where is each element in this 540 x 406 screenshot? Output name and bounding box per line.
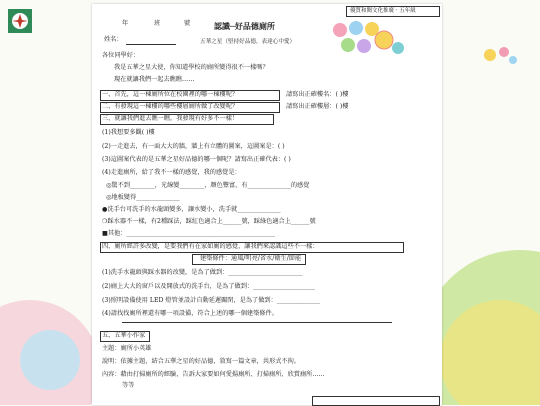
number-label: 號 bbox=[184, 20, 191, 27]
name-label: 姓名： bbox=[104, 36, 123, 43]
q4-item-3: (3)照明設備使用 LED 燈管並設計自動延遲關閉，是為了做到：______________ bbox=[102, 297, 321, 304]
intro-line-2: 現在就讓我們一起去瞧瞧…… bbox=[114, 76, 195, 83]
subtitle: 五華之星（堅持好品德，表達心中愛） bbox=[200, 39, 296, 45]
worksheet-page bbox=[92, 4, 442, 405]
intro-line-1: 我是五華之星大使，你知道學校的廁所變得很不一樣嗎？ bbox=[114, 64, 269, 71]
page-title: 認識─好品德廁所 bbox=[214, 21, 275, 31]
top-right-tag-text: 優質和閱文化推廣 · 五年級 bbox=[350, 8, 416, 14]
q3-item-2: (2)一走進去，有一面大大的牆，牆上有立體的圖案，這圖案是：( ) bbox=[102, 143, 285, 150]
question-4: 四、廁所經許多改變，是要我們有在家如廁的感覺，讓我們來認識這些不一樣： bbox=[102, 243, 319, 250]
top-right-tag bbox=[346, 6, 440, 17]
grade-label: 年 bbox=[122, 20, 129, 27]
q3-item-3: (3)這圖案代表的是五華之星好品德的哪一個呢？請寫出正確代表：( ) bbox=[102, 156, 291, 163]
q4-item-1: (1)洗手水龍頭與踩水器的改變，是為了做到：________________________ bbox=[102, 269, 303, 276]
q3-item-4: (4)走進廁所，給了我不一樣的感覺，我的感覺是： bbox=[102, 169, 241, 176]
name-underline bbox=[126, 44, 176, 45]
q4-item-4: (4)請找找廁所裡還有哪一項設備，符合上述的哪一個建築條件。 bbox=[102, 310, 278, 317]
emblem-icon bbox=[5, 6, 35, 36]
question-1-answer: 請寫出正確樓名：( )樓 bbox=[286, 91, 349, 98]
class-label: 班 bbox=[154, 20, 161, 27]
question-2-answer: 請寫出正確樓層：( )樓 bbox=[286, 103, 349, 110]
q5-line-4: 等等 bbox=[122, 382, 135, 389]
badges-illustration-icon bbox=[328, 18, 408, 58]
q5-line-2: 說明：依據主題，結合五華之星的好品德，敘寫一篇文章，共形式不拘。 bbox=[102, 358, 300, 365]
q5-line-1: 主題：廁所小英雄 bbox=[102, 345, 152, 352]
q3-item-5: ◎驚不到________，光線變________，顏色豐富，有______________的感覺 bbox=[106, 182, 310, 189]
q4-topic: 建築條件：通風/明亮/省水/衛生/節能 bbox=[200, 255, 302, 262]
q4-item-2: (2)廁上大大的窗戶以及開放式的洗手台，是為了做到：____________________ bbox=[102, 283, 315, 290]
background-decoration-blue bbox=[20, 330, 80, 390]
question-1: 一、首先，這一棟廁所位在校園裡的哪一棟樓呢？ bbox=[102, 91, 239, 98]
flower-decoration-icon bbox=[480, 40, 520, 70]
q4-answer-line bbox=[122, 322, 392, 323]
q5-line-3: 內容：藉由打掃廁所的經驗，告訴大家要如何愛揚廁所、打掃廁所、欣賞廁所…… bbox=[102, 371, 325, 378]
greeting: 各位同學好： bbox=[102, 52, 140, 59]
question-2: 二、有發現這一棟樓的哪些樓層廁所做了改變呢？ bbox=[102, 103, 239, 110]
q3-item-1: (1)我想要多觀( )樓 bbox=[102, 129, 155, 136]
q3-item-9: ■其他：________________________________________________ bbox=[102, 230, 275, 237]
q3-item-6: ◎地板變得______________ bbox=[106, 194, 180, 201]
q3-item-8: ❍踩水器不一樣，有2種踩法，踩紅色適合上______號，踩綠色適合上______號 bbox=[102, 218, 316, 225]
question-5: 五、五華小作家 bbox=[102, 332, 146, 339]
question-3: 三、就讓我們進去瞧一瞧，我發現有好多不一樣！ bbox=[102, 115, 239, 122]
q3-item-7: ●洗手台可洗手的水龍頭變多，讓水變小，洗手就______________ bbox=[102, 206, 281, 213]
